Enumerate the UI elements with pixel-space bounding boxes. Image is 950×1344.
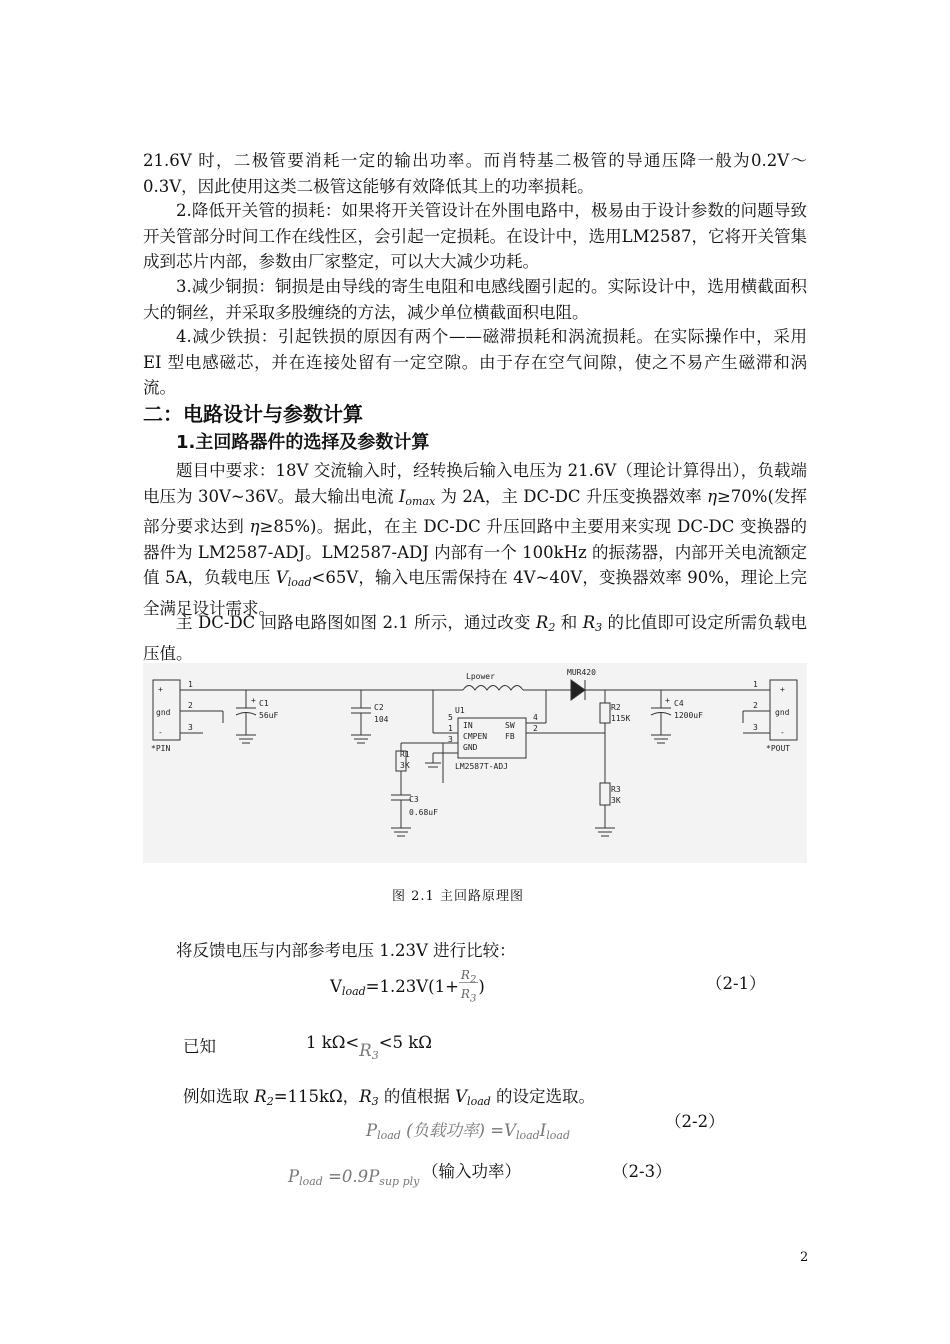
label-diode: MUR420 <box>567 668 596 677</box>
label-gnd: GND <box>463 743 478 752</box>
paragraph-circuit-intro: 主 DC-DC 回路电路图如图 2.1 所示，通过改变 $R_2$ 和 $R_3$ 的比值即可设定所需负载电压值。 <box>143 613 807 663</box>
label-plus-in: + <box>158 685 163 694</box>
equation-tag-2-3: （2-3） <box>612 1162 672 1181</box>
label-minus-out: - <box>780 728 785 737</box>
label-c2-value: 104 <box>374 715 389 724</box>
label-p3: 3 <box>448 735 453 744</box>
diode-mur420 <box>571 680 585 700</box>
label-p2: 2 <box>533 724 538 733</box>
paragraph-requirements: 题目中要求：18V 交流输入时，经转换后输入电压为 21.6V（理论计算得出），负载端电压为 30V~36V。最大输出电流 $I_{omax}$ 为 2A，主 DC-DC 升压变换器效率 η≥70%(发挥部分要求达到 η≥85%)。据此，在主 DC-DC 升压回路中主要用来实现 DC-DC 变换器的器件为 LM2587-ADJ。LM2587-ADJ 内部有一个 100kHz 的振荡器，内部开关电流额定值 5A，负载电压 $V_{load}<65V$，输入电压需保持在 4V~40V，变换器效率 90%，理论上完全满足设计需求。 <box>143 461 808 618</box>
label-p4: 4 <box>533 713 538 722</box>
label-r3: R3 <box>611 785 621 794</box>
label-c3-value: 0.68uF <box>409 808 438 817</box>
figure-caption: 图 2.1 主回路原理图 <box>392 889 524 904</box>
label-c4: C4 <box>674 699 684 708</box>
equation-2-3-label: （输入功率） <box>422 1162 521 1181</box>
label-m3: 3 <box>753 723 758 732</box>
paragraph-switch-loss: 2.降低开关管的损耗：如果将开关管设计在外围电路中，极易由于设计参数的问题导致开关管部分时间工作在线性区，会引起一定损耗。在设计中，选用LM2587，它将开关管集成到芯片内部，参数由厂家整定，可以大大减少功耗。 <box>143 201 807 271</box>
equation-2-2: $P_{load}$ (负载功率) $=V_{load}I_{load}$ <box>366 1121 571 1142</box>
label-fb: FB <box>505 732 515 741</box>
equation-2-1: $V_{load}=1.23V(1+\frac{R_2}{R_3})$ <box>330 968 485 1005</box>
label-r2: R2 <box>611 703 621 712</box>
equation-tag-2-2: （2-2） <box>665 1112 725 1131</box>
equation-2-3: $P_{load} =0.9P_{sup ply}$ <box>288 1167 420 1188</box>
label-r1: R1 <box>400 750 410 759</box>
paragraph-schottky: 21.6V 时，二极管要消耗一定的输出功率。而肖特基二极管的导通压降一般为0.2V～0.3V，因此使用这类二极管这能够有效降低其上的功率损耗。 <box>143 151 807 196</box>
label-cmpen: CMPEN <box>463 732 488 741</box>
label-pin: *PIN <box>151 744 171 753</box>
compare-text: 将反馈电压与内部参考电压 1.23V 进行比较： <box>176 941 516 960</box>
label-c1: C1 <box>259 699 269 708</box>
label-plus-c4: + <box>665 696 670 705</box>
label-r3-value: 3K <box>611 796 621 805</box>
resistor-r2 <box>600 703 610 723</box>
label-gnd-out: gnd <box>775 708 790 717</box>
label-gnd-in: gnd <box>156 708 171 717</box>
label-in: IN <box>463 721 473 730</box>
fraction-r2-r3: $\frac{R_2}{R_3}$ <box>460 968 477 1005</box>
subsection-heading: 1.主回路器件的选择及参数计算 <box>176 432 430 453</box>
label-c4-value: 1200uF <box>674 711 703 720</box>
equation-tag-2-1: （2-1） <box>706 974 766 993</box>
label-p5: 5 <box>448 713 453 722</box>
page-number: 2 <box>800 1250 809 1265</box>
label-plus-c1: + <box>251 696 256 705</box>
inductor-lpower <box>463 686 523 691</box>
label-m1: 1 <box>753 680 758 689</box>
label-c1-value: 56uF <box>259 711 279 720</box>
label-plus-out: + <box>780 685 785 694</box>
label-sw: SW <box>505 721 515 730</box>
label-m2: 2 <box>753 701 758 710</box>
label-r2-value: 115K <box>611 714 631 723</box>
label-c2: C2 <box>374 703 384 712</box>
paragraph-copper-loss: 3.减少铜损：铜损是由导线的寄生电阻和电感线圈引起的。实际设计中，选用横截面积大的铜丝，并采取多股缠绕的方法，减少单位横截面积电阻。 <box>143 277 807 322</box>
example-text: 例如选取 $R_2=115k\Omega$，$R_3$ 的值根据 $V_{load}$ 的设定选取。 <box>183 1087 596 1108</box>
label-r1-value: 3K <box>400 761 410 770</box>
label-n1: 1 <box>188 680 193 689</box>
section-heading: 二：电路设计与参数计算 <box>143 402 363 426</box>
label-lpower: Lpower <box>466 672 495 681</box>
label-c3: C3 <box>409 795 419 804</box>
circuit-schematic <box>143 663 807 863</box>
label-u1: U1 <box>455 706 465 715</box>
known-range: 1 $k\Omega<R_3<5$ kΩ <box>306 1033 432 1062</box>
label-p1: 1 <box>448 724 453 733</box>
resistor-r3 <box>600 783 610 805</box>
label-pout: *POUT <box>766 744 791 753</box>
label-n2: 2 <box>188 701 193 710</box>
label-n3: 3 <box>188 723 193 732</box>
known-label: 已知 <box>183 1037 216 1056</box>
paragraph-iron-loss: 4.减少铁损：引起铁损的原因有两个——磁滞损耗和涡流损耗。在实际操作中，采用 EI 型电感磁芯，并在连接处留有一定空隙。由于存在空气间隙，使之不易产生磁滞和涡流。 <box>143 327 807 397</box>
label-minus-in: - <box>158 728 163 737</box>
label-chip: LM2587T-ADJ <box>455 762 508 771</box>
